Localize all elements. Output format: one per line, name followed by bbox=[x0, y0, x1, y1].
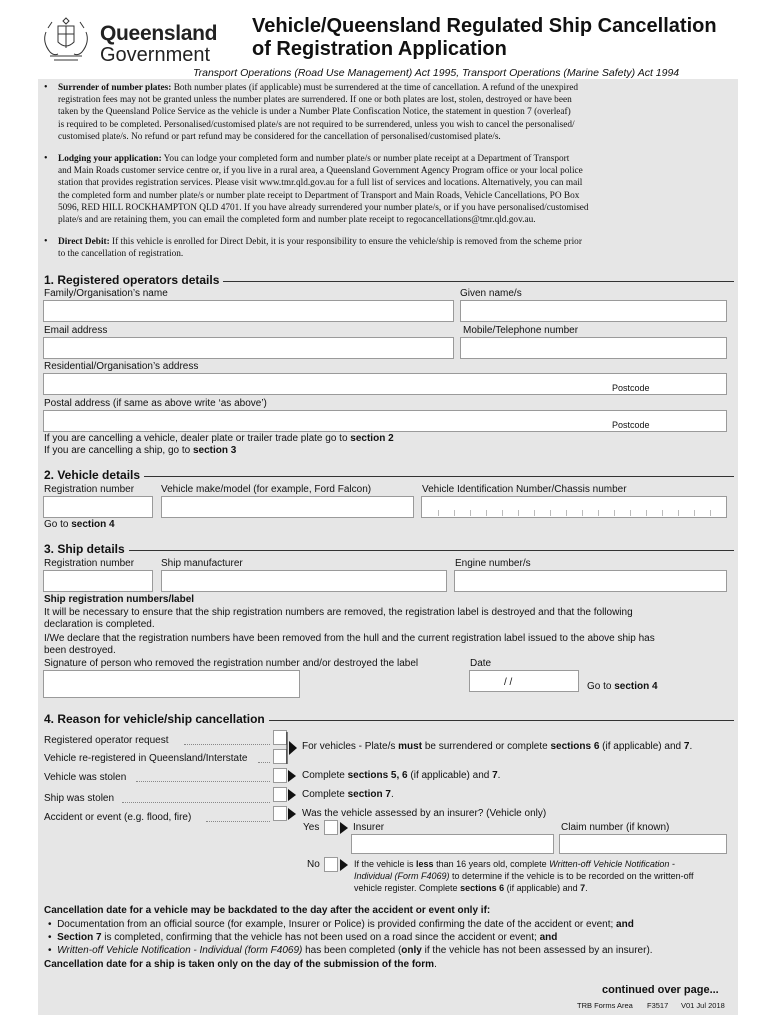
form-title-line2: of Registration Application bbox=[252, 38, 507, 60]
arrow-icon bbox=[288, 808, 296, 820]
section-divider bbox=[44, 476, 734, 477]
section2-title: 2. Vehicle details bbox=[44, 468, 144, 482]
goto-section-link: section 4 bbox=[614, 681, 658, 692]
ship-reg-label: Registration number bbox=[44, 558, 135, 569]
goto-text: If you are cancelling a vehicle, dealer plate or trailer trade plate go to bbox=[44, 433, 351, 444]
note-text: to determine if the vehicle is to be recorded on the written-off bbox=[449, 871, 694, 881]
leader-line bbox=[122, 802, 270, 803]
intro-bullet-direct-debit bbox=[44, 236, 724, 260]
intro-heading: Surrender of number plates: bbox=[58, 83, 172, 93]
ship-reg-input[interactable] bbox=[43, 570, 153, 592]
goto-vehicle-note bbox=[44, 433, 394, 444]
brand-name: Queensland bbox=[100, 22, 218, 45]
section1-title: 1. Registered operators details bbox=[44, 273, 223, 287]
intro-line: to the cancellation of registration. bbox=[58, 249, 184, 260]
insurer-input[interactable] bbox=[351, 834, 554, 854]
note-italic: Written-off Vehicle Notification - Individual (form F4069) bbox=[57, 945, 303, 956]
form-title-line1: Vehicle/Queensland Regulated Ship Cancellation bbox=[252, 15, 717, 37]
no-insurer-text-line3 bbox=[354, 883, 588, 893]
backdate-bullet-1: • Documentation from an official source (for example, Insurer or Police) is provided confirming the date of the accident or event; and bbox=[48, 919, 634, 930]
outcome-text: . bbox=[390, 789, 394, 800]
note-text: than 16 years old, complete bbox=[433, 859, 550, 869]
note-bold: Section 7 bbox=[57, 932, 102, 943]
claim-number-label: Claim number (if known) bbox=[561, 822, 670, 833]
legislation-acts: Transport Operations (Road Use Management) Act 1995, Transport Operations (Marine Safety) Act 1994 bbox=[193, 67, 680, 79]
section3-title: 3. Ship details bbox=[44, 542, 129, 556]
goto-text: Go to bbox=[587, 681, 615, 692]
note-bold: less bbox=[416, 859, 434, 869]
email-label: Email address bbox=[44, 325, 108, 336]
vehicle-make-input[interactable] bbox=[161, 496, 414, 518]
note-text: . bbox=[434, 959, 437, 970]
insurer-no-label: No bbox=[307, 859, 320, 870]
bullet-dot: • bbox=[44, 236, 48, 247]
intro-line: is required to be completed. Personalised/customised plate/s are not required to be surrendered, unless you wish to cancel the personalised/ bbox=[58, 119, 575, 130]
reason-ship-stolen-checkbox[interactable] bbox=[273, 787, 287, 802]
intro-line: taken by the Queensland Police Service as the vehicle is under a Number Plate Confiscation Notice, the statement in question 7 (overleaf) bbox=[58, 107, 571, 118]
reason-vehicle-stolen-checkbox[interactable] bbox=[273, 768, 287, 783]
outcome-text: For vehicles - Plate/s bbox=[302, 741, 399, 752]
backdate-bullet-3: • Written-off Vehicle Notification - Individual (form F4069) has been completed (only if the vehicle has not been assessed by an insurer). bbox=[48, 945, 653, 956]
ship-manufacturer-input[interactable] bbox=[161, 570, 447, 592]
intro-line: customised plate/s. No refund or part refund may be considered for the cancellation of personalised/customised plate/s. bbox=[58, 131, 501, 142]
backdate-heading: Cancellation date for a vehicle may be backdated to the day after the accident or event only if: bbox=[44, 905, 491, 916]
reason-accident: Accident or event (e.g. flood, fire) bbox=[44, 812, 192, 823]
residential-address-label: Residential/Organisation’s address bbox=[44, 361, 199, 372]
note-text: . bbox=[585, 883, 588, 893]
family-name-label: Family/Organisation’s name bbox=[44, 288, 168, 299]
footer-form-number: F3517 bbox=[647, 1001, 669, 1010]
intro-heading: Direct Debit: bbox=[58, 237, 110, 247]
intro-line: registration fees may not be granted unless the number plates are surrendered. If one or both plates are lost, stolen, destroyed or have been bbox=[58, 95, 572, 106]
outcome-text: Complete bbox=[302, 789, 348, 800]
note-italic: Individual (Form F4069) bbox=[354, 871, 450, 881]
goto-section-link: section 4 bbox=[71, 519, 115, 530]
outcome-bold: sections 5, 6 bbox=[347, 770, 408, 781]
note-bold: only bbox=[401, 945, 422, 956]
footer-version: V01 Jul 2018 bbox=[681, 1001, 725, 1010]
outcome-text: . bbox=[689, 741, 693, 752]
reason-reregistered-checkbox[interactable] bbox=[273, 749, 287, 764]
section4-title: 4. Reason for vehicle/ship cancellation bbox=[44, 712, 269, 726]
intro-line: the completed form and number plate/s or number plate receipt to Department of Transport and Main Roads, Vehicle Cancellations, PO Box bbox=[58, 190, 580, 201]
backdate-bullet-2: • Section 7 is completed, confirming that the vehicle has not been used on a road since the accident or event; and bbox=[48, 932, 558, 943]
note-italic: Written-off Vehicle Notification - bbox=[549, 859, 675, 869]
engine-number-label: Engine number/s bbox=[455, 558, 531, 569]
insurer-no-checkbox[interactable] bbox=[324, 857, 338, 872]
note-bold: and bbox=[616, 919, 634, 930]
vehicle-reg-input[interactable] bbox=[43, 496, 153, 518]
continued-over-page: continued over page... bbox=[602, 984, 719, 996]
ship-date-note bbox=[44, 959, 437, 970]
intro-heading: Lodging your application: bbox=[58, 154, 162, 164]
reason-operator-request: Registered operator request bbox=[44, 735, 169, 746]
intro-line: Both number plates (if applicable) must be surrendered at the time of cancellation. A refund of the unexpired bbox=[171, 83, 578, 93]
queensland-coat-of-arms-icon bbox=[36, 12, 96, 64]
footer-area: TRB Forms Area bbox=[577, 1001, 633, 1010]
outcome-bold: sections 6 bbox=[550, 741, 600, 752]
postal-postcode-label: Postcode bbox=[612, 420, 650, 430]
signature-label: Signature of person who removed the registration number and/or destroyed the label bbox=[44, 658, 419, 669]
date-label: Date bbox=[470, 658, 492, 669]
postal-address-label: Postal address (if same as above write ‘as above’) bbox=[44, 398, 267, 409]
reason-ship-stolen: Ship was stolen bbox=[44, 793, 115, 804]
given-name-input[interactable] bbox=[460, 300, 727, 322]
ship-para1-line2: declaration is completed. bbox=[44, 619, 155, 630]
section-divider bbox=[44, 550, 734, 551]
arrow-icon bbox=[288, 770, 296, 782]
goto-ship-note bbox=[44, 445, 236, 456]
leader-line bbox=[206, 821, 270, 822]
outcome-text: (if applicable) and bbox=[599, 741, 684, 752]
outcome-ship-stolen bbox=[302, 789, 394, 800]
vehicle-reg-label: Registration number bbox=[44, 484, 135, 495]
leader-line bbox=[258, 762, 270, 763]
leader-line bbox=[184, 744, 270, 745]
note-bold: 7 bbox=[580, 883, 586, 893]
goto-text: If you are cancelling a ship, go to bbox=[44, 445, 193, 456]
outcome-vehicle-stolen bbox=[302, 770, 500, 781]
leader-line bbox=[136, 781, 270, 782]
note-text: is completed, confirming that the vehicle has not been used on a road since the accident or event; bbox=[101, 932, 540, 943]
outcome-bold: 7 bbox=[492, 770, 498, 781]
note-bold: sections 6 bbox=[460, 883, 505, 893]
signature-input[interactable] bbox=[43, 670, 300, 698]
goto-text: Go to bbox=[44, 519, 72, 530]
mobile-input[interactable] bbox=[460, 337, 727, 359]
goto-section4-note bbox=[44, 519, 115, 530]
outcome-text: Complete bbox=[302, 770, 348, 781]
note-text: If the vehicle is bbox=[354, 859, 417, 869]
outcome-bold: 7 bbox=[683, 741, 690, 752]
ship-manufacturer-label: Ship manufacturer bbox=[161, 558, 243, 569]
note-text: Documentation from an official source (for example, Insurer or Police) is provided confirming the date of the accident or event; bbox=[57, 919, 617, 930]
intro-line: plate/s and are retaining them, you can email the completed form and number plate receipt to regocancellations@tmr.qld.gov.au. bbox=[58, 215, 536, 226]
intro-line: and Main Roads customer service centre or, if you live in a rural area, a Queensland Government Agency Program office or your local police bbox=[58, 166, 583, 177]
intro-bullet-lodging bbox=[44, 153, 724, 226]
arrow-icon bbox=[340, 859, 348, 871]
brand-government: Government bbox=[100, 44, 211, 66]
outcome-bold: section 7 bbox=[347, 789, 391, 800]
intro-bullet-plates bbox=[44, 82, 724, 143]
note-text: vehicle register. Complete bbox=[354, 883, 461, 893]
outcome-text: . bbox=[497, 770, 501, 781]
date-separators: / / bbox=[504, 677, 513, 688]
vin-label: Vehicle Identification Number/Chassis number bbox=[422, 484, 627, 495]
note-text: has been completed ( bbox=[302, 945, 402, 956]
goto-section-link: section 3 bbox=[192, 445, 237, 456]
insurer-yes-label: Yes bbox=[303, 822, 320, 833]
form-title bbox=[252, 15, 742, 61]
note-bold: and bbox=[539, 932, 558, 943]
family-name-input[interactable] bbox=[43, 300, 454, 322]
given-name-label: Given name/s bbox=[460, 288, 522, 299]
note-text: (if applicable) and bbox=[504, 883, 581, 893]
bracket-arrow-icon bbox=[286, 731, 300, 765]
vin-input[interactable] bbox=[421, 496, 727, 518]
reason-reregistered: Vehicle re-registered in Queensland/Interstate bbox=[44, 753, 248, 764]
intro-line: If this vehicle is enrolled for Direct Debit, it is your responsibility to ensure the vehicle/ship is removed from the scheme prior bbox=[109, 237, 582, 247]
email-input[interactable] bbox=[43, 337, 454, 359]
insurer-label: Insurer bbox=[353, 822, 385, 833]
outcome-bold: must bbox=[398, 741, 423, 752]
no-insurer-text-line1 bbox=[354, 859, 675, 869]
no-insurer-text-line2 bbox=[354, 871, 694, 881]
note-bold: Cancellation date for a ship is taken only on the day of the submission of the form bbox=[44, 959, 435, 970]
engine-number-input[interactable] bbox=[454, 570, 727, 592]
bullet-dot: • bbox=[44, 153, 48, 164]
reason-operator-request-checkbox[interactable] bbox=[273, 730, 287, 745]
ship-para2-line1: I/We declare that the registration numbers have been removed from the hull and the current registration label issued to the above ship has bbox=[44, 633, 655, 644]
reason-accident-checkbox[interactable] bbox=[273, 806, 287, 821]
ship-label-heading: Ship registration numbers/label bbox=[44, 594, 195, 605]
insurer-question: Was the vehicle assessed by an insurer? (Vehicle only) bbox=[302, 808, 547, 819]
vehicle-make-label: Vehicle make/model (for example, Ford Falcon) bbox=[161, 484, 372, 495]
arrow-icon bbox=[288, 789, 296, 801]
outcome-surrender-plates bbox=[302, 741, 692, 752]
mobile-label: Mobile/Telephone number bbox=[463, 325, 579, 336]
intro-line: station that provides registration services. Please visit www.tmr.qld.gov.au for a full list of services and locations. Alternatively, you can mail bbox=[58, 178, 583, 189]
outcome-text: (if applicable) and bbox=[407, 770, 493, 781]
ship-para1-line1: It will be necessary to ensure that the ship registration numbers are removed, the registration label is destroyed and that the following bbox=[44, 607, 633, 618]
bullet-dot: • bbox=[44, 82, 48, 93]
residential-postcode-label: Postcode bbox=[612, 383, 650, 393]
date-input[interactable] bbox=[469, 670, 579, 692]
goto-section-link: section 2 bbox=[350, 433, 394, 444]
goto-section4-note bbox=[587, 681, 658, 692]
arrow-icon bbox=[340, 822, 348, 834]
claim-number-input[interactable] bbox=[559, 834, 727, 854]
reason-vehicle-stolen: Vehicle was stolen bbox=[44, 772, 127, 783]
outcome-text: be surrendered or complete bbox=[422, 741, 551, 752]
intro-line: 5096, RED HILL ROCKHAMPTON QLD 4701. If you have already surrendered your number plate/s, or if you have personalised/customised bbox=[58, 202, 589, 213]
ship-para2-line2: been destroyed. bbox=[44, 645, 116, 656]
insurer-yes-checkbox[interactable] bbox=[324, 820, 338, 835]
note-text: if the vehicle has not been assessed by an insurer). bbox=[421, 945, 653, 956]
intro-line: You can lodge your completed form and number plate/s or number plate receipt at a Department of Transport bbox=[161, 154, 570, 164]
